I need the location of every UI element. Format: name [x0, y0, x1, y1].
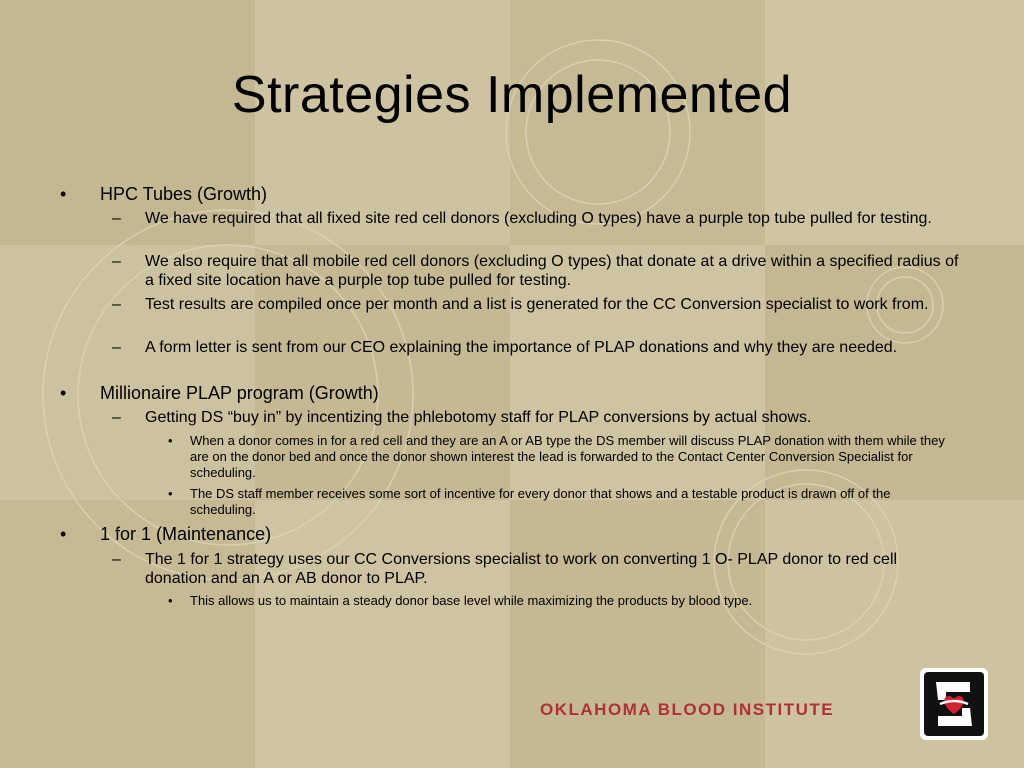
dash-marker: – — [112, 551, 121, 568]
org-name: OKLAHOMA BLOOD INSTITUTE — [540, 700, 835, 719]
bullet-text: 1 for 1 (Maintenance) — [100, 524, 272, 544]
sub-bullet — [112, 209, 960, 228]
sub-sub-bullet-text: When a donor comes in for a red cell and they are an A or AB type the DS member will discuss PLAP donation with them while they are on the donor bed and once the donor shown interest the lead is forwarded to the Contact Center Conversion Specialist for scheduling. — [190, 433, 945, 480]
bullet-one-for-one — [60, 523, 272, 545]
sub-bullet — [112, 252, 960, 290]
bullet-marker: • — [60, 184, 67, 204]
sub-bullet — [112, 408, 960, 427]
sub-sub-bullet-text: This allows us to maintain a steady donor base level while maximizing the products by blood type. — [190, 593, 753, 608]
sub-bullet-text: We also require that all mobile red cell donors (excluding O types) that donate at a drive within a specified radius of a fixed site location have a purple top tube pulled for testing. — [145, 253, 959, 289]
obi-logo-icon — [920, 668, 988, 740]
bullet-hpc-tubes — [60, 183, 268, 205]
sub-sub-bullet — [168, 593, 950, 609]
sub-sub-bullet — [168, 486, 950, 518]
sub-bullet-text: We have required that all fixed site red cell donors (excluding O types) have a purple top tube pulled for testing. — [145, 210, 932, 227]
bullet-marker: • — [60, 524, 67, 544]
sub-bullet-text: A form letter is sent from our CEO explaining the importance of PLAP donations and why they are needed. — [145, 339, 898, 356]
sub-bullet — [112, 295, 960, 314]
dash-marker: – — [112, 296, 121, 313]
sub-bullet-text: The 1 for 1 strategy uses our CC Conversions specialist to work on converting 1 O- PLAP donor to red cell donation and an A or AB donor to PLAP. — [145, 551, 898, 587]
bullet-text: Millionaire PLAP program (Growth) — [100, 383, 379, 403]
sub-bullet-text: Test results are compiled once per month and a list is generated for the CC Conversion specialist to work from. — [145, 296, 929, 313]
bullet-marker: • — [168, 433, 173, 448]
bullet-millionaire-plap — [60, 382, 379, 404]
bullet-marker: • — [60, 383, 67, 403]
dash-marker: – — [112, 339, 121, 356]
dash-marker: – — [112, 409, 121, 426]
dash-marker: – — [112, 210, 121, 227]
sub-sub-bullet-text: The DS staff member receives some sort of incentive for every donor that shows and a testable product is drawn off of the scheduling. — [190, 486, 891, 517]
sub-bullet-text: Getting DS “buy in” by incentizing the phlebotomy staff for PLAP conversions by actual shows. — [145, 409, 812, 426]
dash-marker: – — [112, 253, 121, 270]
bullet-marker: • — [168, 486, 173, 501]
slide-title: Strategies Implemented — [231, 66, 793, 124]
bullet-text: HPC Tubes (Growth) — [100, 184, 268, 204]
bullet-marker: • — [168, 593, 173, 608]
sub-bullet — [112, 550, 960, 588]
sub-sub-bullet — [168, 433, 950, 481]
sub-bullet — [112, 338, 960, 357]
